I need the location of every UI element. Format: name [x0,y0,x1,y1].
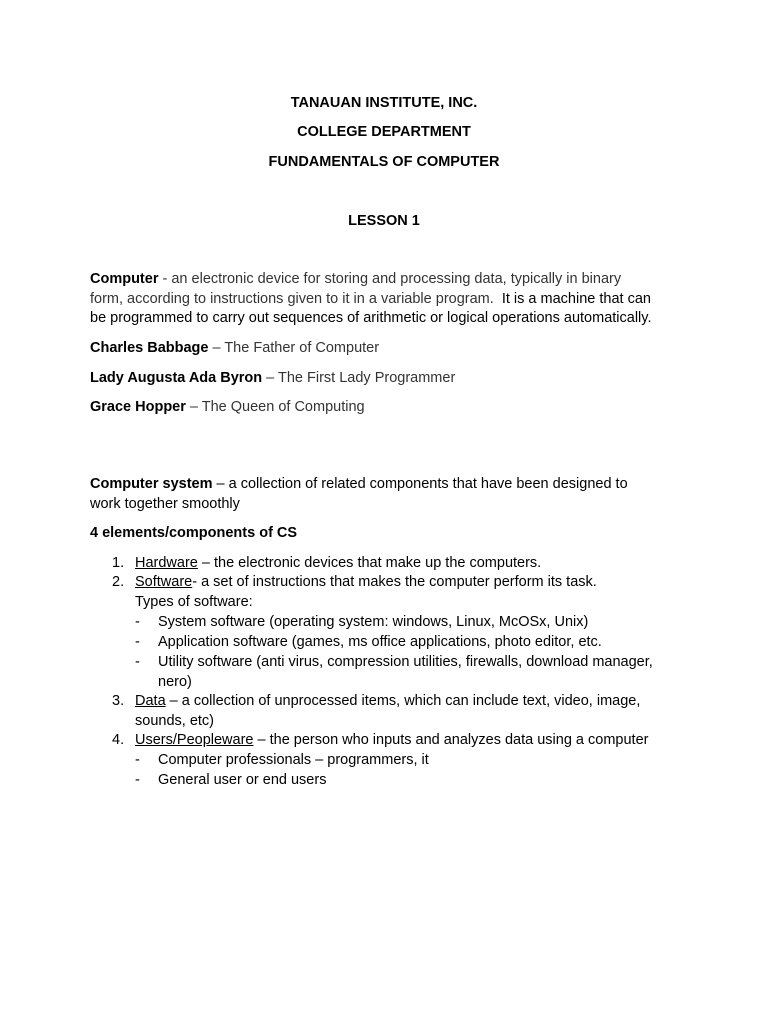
list-number: 2. [112,574,125,590]
list-number: 1. [112,555,125,571]
computer-system-definition [90,475,690,514]
course-title: FUNDAMENTALS OF COMPUTER [268,154,500,170]
list-item-data [135,692,695,731]
computer-system-def-line2: work together smoothly [90,495,240,512]
person-name: Charles Babbage [90,340,209,356]
bullet-dash: - [135,634,140,650]
person-title: – The First Lady Programmer [262,370,456,386]
user-type-item: General user or end users [158,772,327,788]
list-text: – the electronic devices that make up the computers. [197,555,542,571]
computer-system-term: Computer system [90,476,213,492]
computer-definition [90,270,690,329]
list-text: – a collection of unprocessed items, which can include text, video, image, [165,693,641,709]
lesson-title: LESSON 1 [348,213,420,229]
software-type-item [158,653,698,692]
bullet-dash: - [135,752,140,768]
bullet-dash: - [135,772,140,788]
software-type-line2: nero) [158,673,192,690]
person-line [90,369,690,389]
software-type-item: Application software (games, ms office applications, photo editor, etc. [158,634,602,650]
person-name: Lady Augusta Ada Byron [90,370,263,386]
list-term: Data [135,693,166,709]
computer-def-line1: - an electronic device for storing and processing data, typically in binary [158,271,622,287]
elements-heading: 4 elements/components of CS [90,525,298,541]
list-term: Software [135,574,193,590]
list-item-hardware [135,554,695,574]
computer-system-def-line1: – a collection of related components that have been designed to [212,476,628,492]
software-types-label: Types of software: [135,594,253,610]
list-number: 4. [112,732,125,748]
person-title: – The Queen of Computing [185,399,365,415]
list-term: Users/Peopleware [135,732,254,748]
list-number: 3. [112,693,125,709]
person-name: Grace Hopper [90,399,186,415]
computer-def-line2b: It is a machine that can [493,290,651,307]
list-text: – the person who inputs and analyzes data using a computer [253,732,649,748]
list-text-line2: sounds, etc) [135,712,214,729]
list-text: - a set of instructions that makes the computer perform its task. [192,574,597,590]
person-title: – The Father of Computer [208,340,380,356]
bullet-dash: - [135,614,140,630]
software-type-line1: Utility software (anti virus, compression utilities, firewalls, download manager, [158,654,653,670]
institute-title: TANAUAN INSTITUTE, INC. [290,95,478,111]
department-title: COLLEGE DEPARTMENT [297,124,471,140]
list-item-peopleware [135,731,695,751]
list-item-software [135,573,695,593]
person-line [90,398,690,418]
computer-term: Computer [90,271,159,287]
list-term: Hardware [135,555,198,571]
bullet-dash: - [135,654,140,670]
user-type-item: Computer professionals – programmers, it [158,752,429,768]
person-line [90,339,690,359]
computer-def-line2a: form, according to instructions given to it in a variable program. [90,290,494,307]
software-type-item: System software (operating system: windows, Linux, McOSx, Unix) [158,614,589,630]
computer-def-line3: be programmed to carry out sequences of arithmetic or logical operations automatically. [90,310,652,327]
